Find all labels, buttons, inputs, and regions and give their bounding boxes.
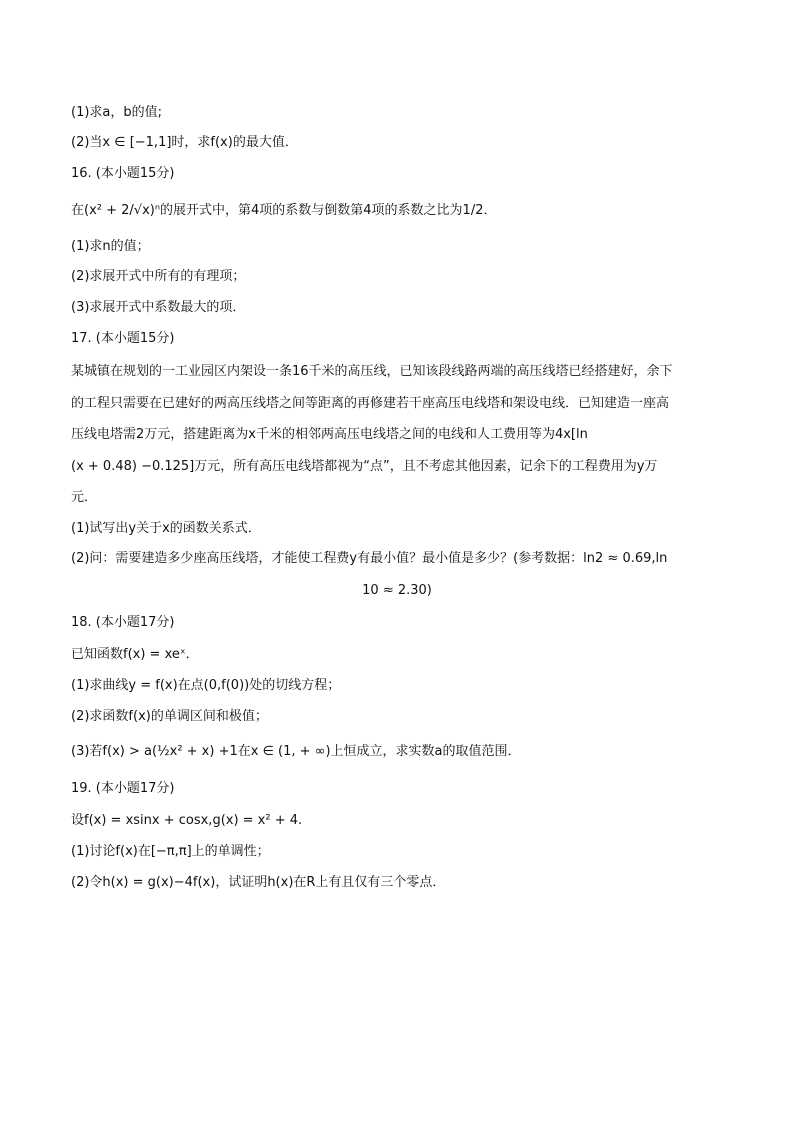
q18-heading: 18. (本小题17分) xyxy=(71,615,175,630)
q19-heading: 19. (本小题17分) xyxy=(71,781,175,796)
q16-heading: 16. (本小题15分) xyxy=(71,166,175,181)
q19-part1: (1)讨论f(x)在[−π,π]上的单调性； xyxy=(71,844,270,859)
q15-part1: (1)求a，b的值; xyxy=(71,105,163,120)
q19-part2: (2)令h(x) = g(x)−4f(x)，试证明h(x)在R上有且仅有三个零点． xyxy=(71,875,446,890)
q17-stem-line4: (x + 0.48) −0.125]万元，所有高压电线塔都视为“点”，且不考虑其他因素，记余下的工程费用为y万 xyxy=(71,459,658,474)
q16-part2: (2)求展开式中所有的有理项； xyxy=(71,269,246,284)
q16-part3: (3)求展开式中系数最大的项． xyxy=(71,300,246,315)
q15-part2: (2)当x ∈ [−1,1]时，求f(x)的最大值． xyxy=(71,135,298,150)
q18-part3: (3)若f(x) > a(½x² + x) +1在x ∈ (1, + ∞)上恒成立，求实数a的取值范围． xyxy=(71,744,521,759)
q17-part2: (2)问：需要建造多少座高压线塔，才能使工程费y有最小值？最小值是多少？(参考数据：ln2 ≈ 0.69,ln xyxy=(71,551,668,566)
q17-part1: (1)试写出y关于x的函数关系式． xyxy=(71,521,261,536)
q17-stem-line5: 元． xyxy=(71,490,98,505)
q16-stem: 在(x² + 2/√x)ⁿ的展开式中，第4项的系数与倒数第4项的系数之比为1/2． xyxy=(71,203,497,218)
q18-part2: (2)求函数f(x)的单调区间和极值； xyxy=(71,709,268,724)
q19-stem: 设f(x) = xsinx + cosx,g(x) = x² + 4. xyxy=(71,813,303,828)
q18-part1: (1)求曲线y = f(x)在点(0,f(0))处的切线方程； xyxy=(71,678,341,693)
q17-stem-line2: 的工程只需要在已建好的两高压线塔之间等距离的再修建若干座高压电线塔和架设电线．已知建造一座高 xyxy=(71,396,670,411)
q17-part2-continued: 10 ≈ 2.30) xyxy=(362,583,432,598)
q16-part1: (1)求n的值； xyxy=(71,239,150,254)
q17-stem-line1: 某城镇在规划的一工业园区内架设一条16千米的高压线，已知该段线路两端的高压线塔已经搭建好，余下 xyxy=(71,364,673,379)
q17-stem-line3: 压线电塔需2万元，搭建距离为x千米的相邻两高压电线塔之间的电线和人工费用等为4x[ln xyxy=(71,427,588,442)
q17-heading: 17. (本小题15分) xyxy=(71,331,175,346)
q18-stem: 已知函数f(x) = xeˣ． xyxy=(71,647,199,662)
